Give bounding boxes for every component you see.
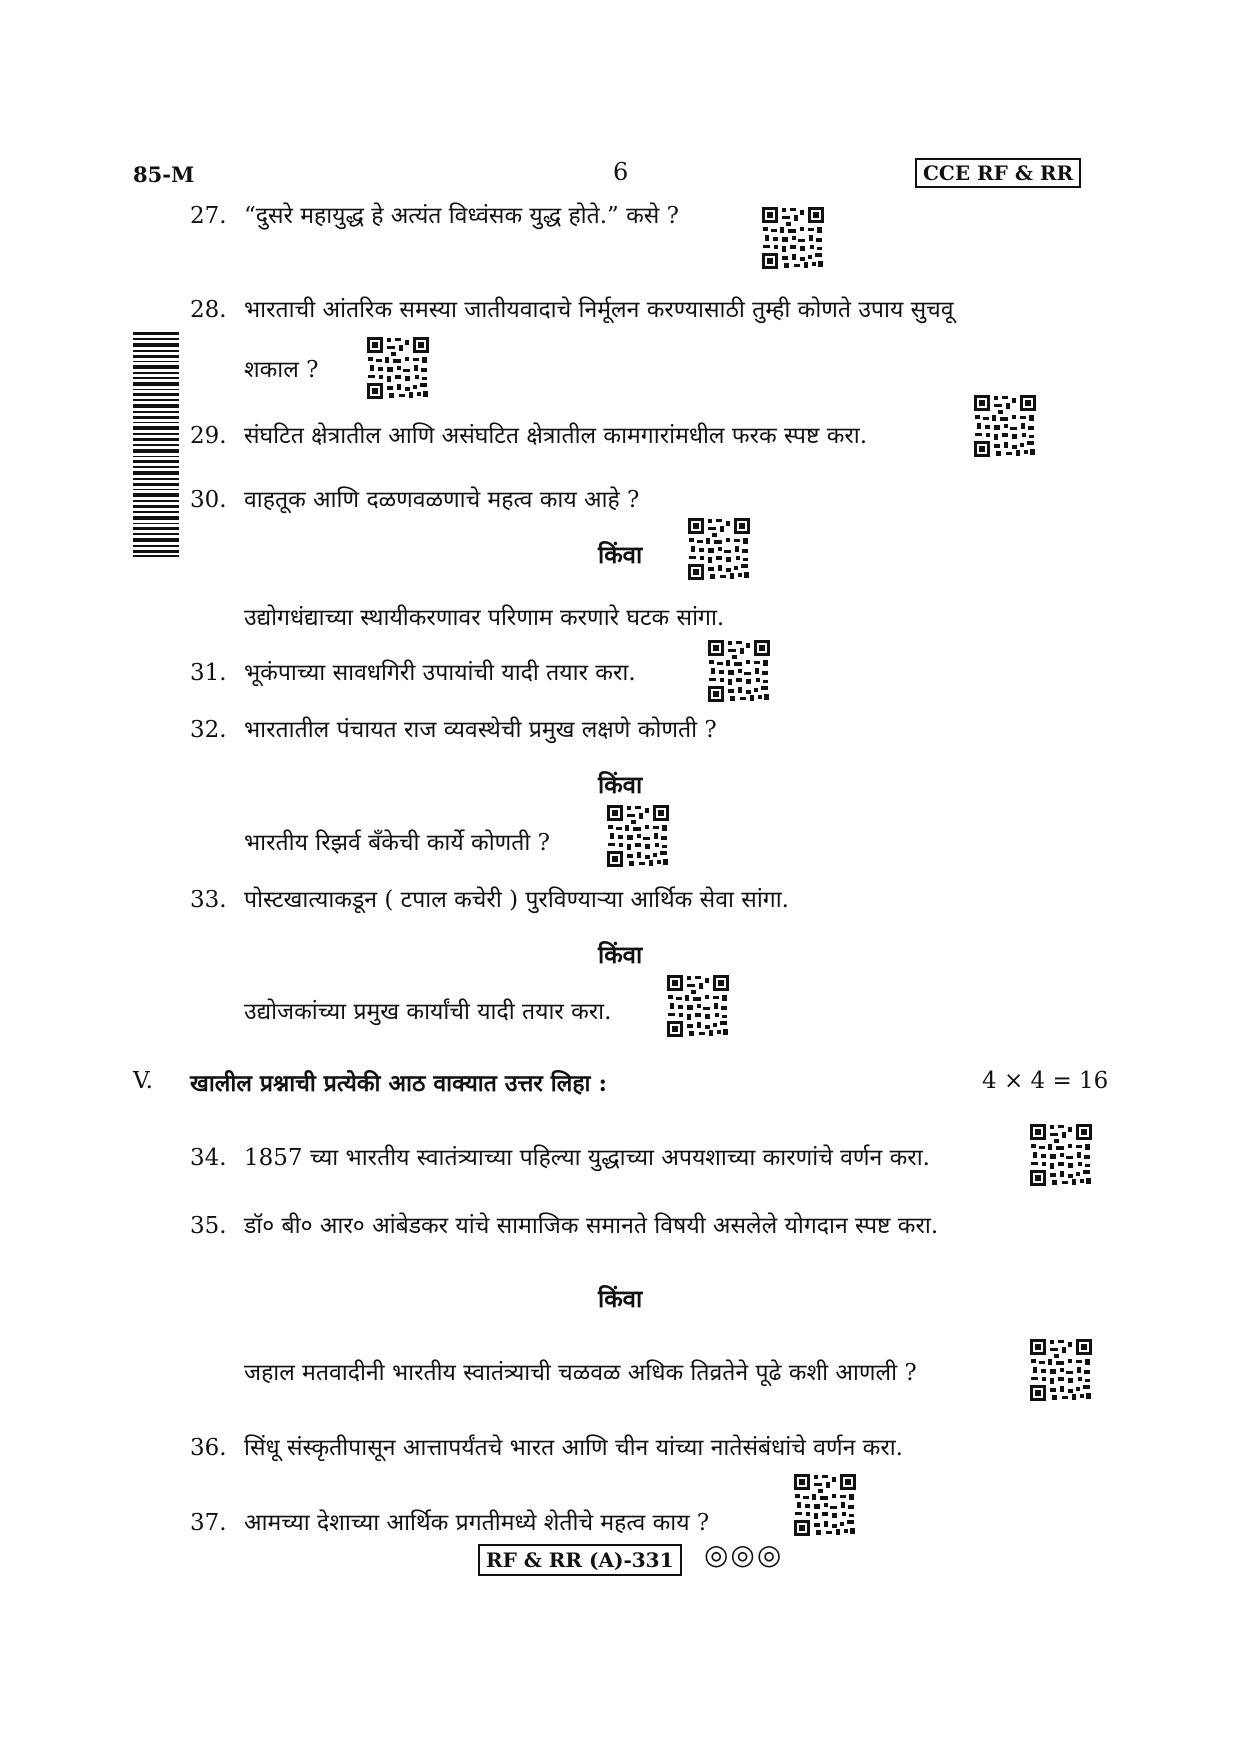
question-number: 35.	[190, 1213, 227, 1239]
question-text: पोस्टखात्याकडून ( टपाल कचेरी ) पुरविण्याऱ्या आर्थिक सेवा सांगा.	[244, 887, 789, 913]
question-29	[190, 418, 867, 450]
question-35	[190, 1208, 938, 1240]
question-text: आमच्या देशाच्या आर्थिक प्रगतीमध्ये शेतीचे महत्व काय ?	[244, 1510, 710, 1536]
question-28-continuation: शकाल ?	[244, 357, 319, 383]
qr-code-icon	[365, 335, 431, 401]
question-35-alternative: जहाल मतवादीनी भारतीय स्वातंत्र्याची चळवळ अधिक तिव्रतेने पूढे कशी आणली ?	[244, 1360, 917, 1386]
section-title: खालील प्रश्नाची प्रत्येकी आठ वाक्यात उत्तर लिहा :	[190, 1070, 607, 1097]
question-text: संघटित क्षेत्रातील आणि असंघटित क्षेत्रातील कामगारांमधील फरक स्पष्ट करा.	[244, 423, 868, 449]
footer-code-box: RF & RR (A)-331	[478, 1544, 682, 1576]
question-37	[190, 1505, 709, 1537]
question-text: “दुसरे महायुद्ध हे अत्यंत विध्वंसक युद्ध होते.” कसे ?	[244, 203, 679, 229]
qr-code-icon	[760, 205, 826, 271]
question-text: भारताची आंतरिक समस्या जातीयवादाचे निर्मूलन करण्यासाठी तुम्ही कोणते उपाय सुचवू	[244, 297, 954, 323]
question-text: 1857 च्या भारतीय स्वातंत्र्याच्या पहिल्या युद्धाच्या अपयशाच्या कारणांचे वर्णन करा.	[244, 1145, 930, 1171]
question-number: 32.	[190, 717, 227, 743]
question-text: सिंधू संस्कृतीपासून आत्तापर्यंतचे भारत आणि चीन यांच्या नातेसंबंधांचे वर्णन करा.	[244, 1435, 903, 1461]
qr-code-icon	[706, 638, 772, 704]
question-text: भूकंपाच्या सावधगिरी उपायांची यादी तयार करा.	[244, 660, 636, 686]
qr-code-icon	[1028, 1337, 1094, 1403]
question-number: 31.	[190, 660, 227, 686]
question-28	[190, 292, 954, 324]
qr-code-icon	[972, 393, 1038, 459]
question-36	[190, 1430, 903, 1462]
question-31	[190, 655, 636, 687]
question-32	[190, 712, 717, 744]
qr-code-icon	[686, 516, 752, 582]
question-33-alternative: उद्योजकांच्या प्रमुख कार्यांची यादी तयार करा.	[244, 999, 612, 1025]
bullseye-icon: ◎◎◎	[704, 1538, 784, 1571]
question-text: डॉ० बी० आर० आंबेडकर यांचे सामाजिक समानते विषयी असलेले योगदान स्पष्ट करा.	[244, 1213, 939, 1239]
question-33	[190, 882, 789, 914]
page-number: 6	[613, 158, 629, 186]
question-number: 27.	[190, 203, 227, 229]
question-text: भारतातील पंचायत राज व्यवस्थेची प्रमुख लक्षणे कोणती ?	[244, 717, 717, 743]
qr-code-icon	[1028, 1122, 1094, 1188]
question-text: वाहतूक आणि दळणवळणाचे महत्व काय आहे ?	[244, 487, 640, 513]
qr-code-icon	[792, 1472, 858, 1538]
question-30	[190, 482, 639, 514]
question-number: 28.	[190, 297, 227, 323]
question-number: 36.	[190, 1435, 227, 1461]
qr-code-icon	[605, 803, 671, 869]
question-number: 29.	[190, 423, 227, 449]
qr-code-icon	[665, 973, 731, 1039]
paper-code: 85-M	[133, 162, 195, 187]
or-label: किंवा	[598, 770, 643, 799]
question-30-alternative: उद्योगधंद्याच्या स्थायीकरणावर परिणाम करणारे घटक सांगा.	[244, 605, 725, 631]
section-marks: 4 × 4 = 16	[982, 1068, 1109, 1094]
question-number: 30.	[190, 487, 227, 513]
section-number: V.	[133, 1068, 153, 1094]
question-34	[190, 1140, 930, 1172]
question-number: 37.	[190, 1510, 227, 1536]
or-label: किंवा	[598, 1284, 643, 1313]
question-number: 34.	[190, 1145, 227, 1171]
question-number: 33.	[190, 887, 227, 913]
or-label: किंवा	[598, 540, 643, 569]
series-box: CCE RF & RR	[915, 158, 1081, 188]
or-label: किंवा	[598, 940, 643, 969]
question-32-alternative: भारतीय रिझर्व बँकेची कार्ये कोणती ?	[244, 830, 551, 856]
barcode-icon	[133, 332, 179, 557]
question-27	[190, 198, 679, 230]
